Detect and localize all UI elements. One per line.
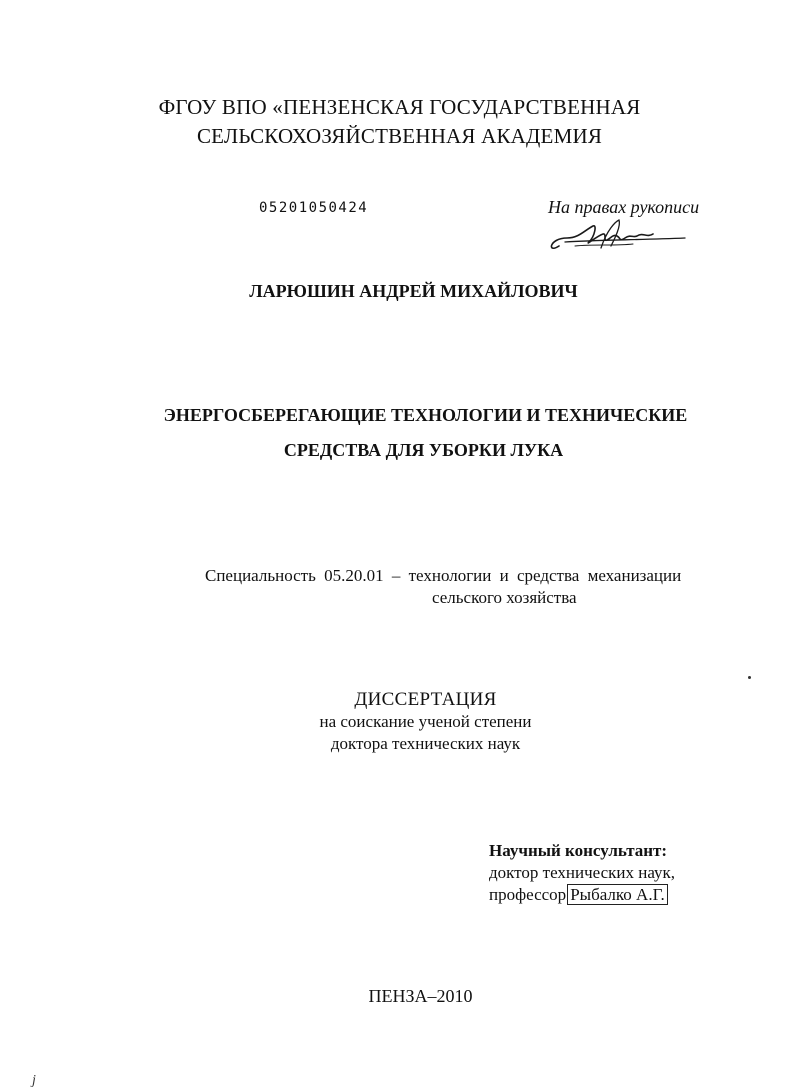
dissertation-heading: ДИССЕРТАЦИЯ — [354, 689, 497, 710]
scan-dot — [748, 676, 751, 679]
consultant-name: Рыбалко А.Г. — [567, 884, 668, 905]
signature-image — [545, 216, 695, 258]
dissertation-title-line-1: ЭНЕРГОСБЕРЕГАЮЩИЕ ТЕХНОЛОГИИ И ТЕХНИЧЕСКИЕ — [163, 405, 688, 425]
consultant-rank-line — [489, 884, 675, 906]
consultant-label: Научный консультант: — [489, 841, 668, 860]
consultant-rank: профессор — [489, 885, 567, 904]
consultant-degree: доктор технических наук, — [489, 863, 676, 882]
institution-line-1: ФГОУ ВПО «ПЕНЗЕНСКАЯ ГОСУДАРСТВЕННАЯ — [158, 95, 641, 119]
city-year: ПЕНЗА–2010 — [368, 986, 473, 1006]
institution-line-2: СЕЛЬСКОХОЗЯЙСТВЕННАЯ АКАДЕМИЯ — [196, 124, 603, 148]
manuscript-rights: На правах рукописи — [548, 197, 700, 217]
specialty-line-2: сельского хозяйства — [432, 588, 577, 607]
dissertation-field-line: доктора технических наук — [330, 734, 521, 753]
specialty-line-1: Специальность 05.20.01 – технологии и средства механизации — [205, 566, 682, 585]
institution-name — [0, 93, 799, 151]
dissertation-degree-line: на соискание ученой степени — [319, 712, 532, 731]
consultant-block — [489, 840, 675, 906]
author-name: ЛАРЮШИН АНДРЕЙ МИХАЙЛОВИЧ — [249, 281, 578, 301]
dissertation-block — [0, 689, 799, 755]
scan-speck: j — [32, 1073, 36, 1088]
dissertation-title-line-2: СРЕДСТВА ДЛЯ УБОРКИ ЛУКА — [283, 440, 564, 460]
catalog-code: 05201050424 — [259, 200, 369, 216]
